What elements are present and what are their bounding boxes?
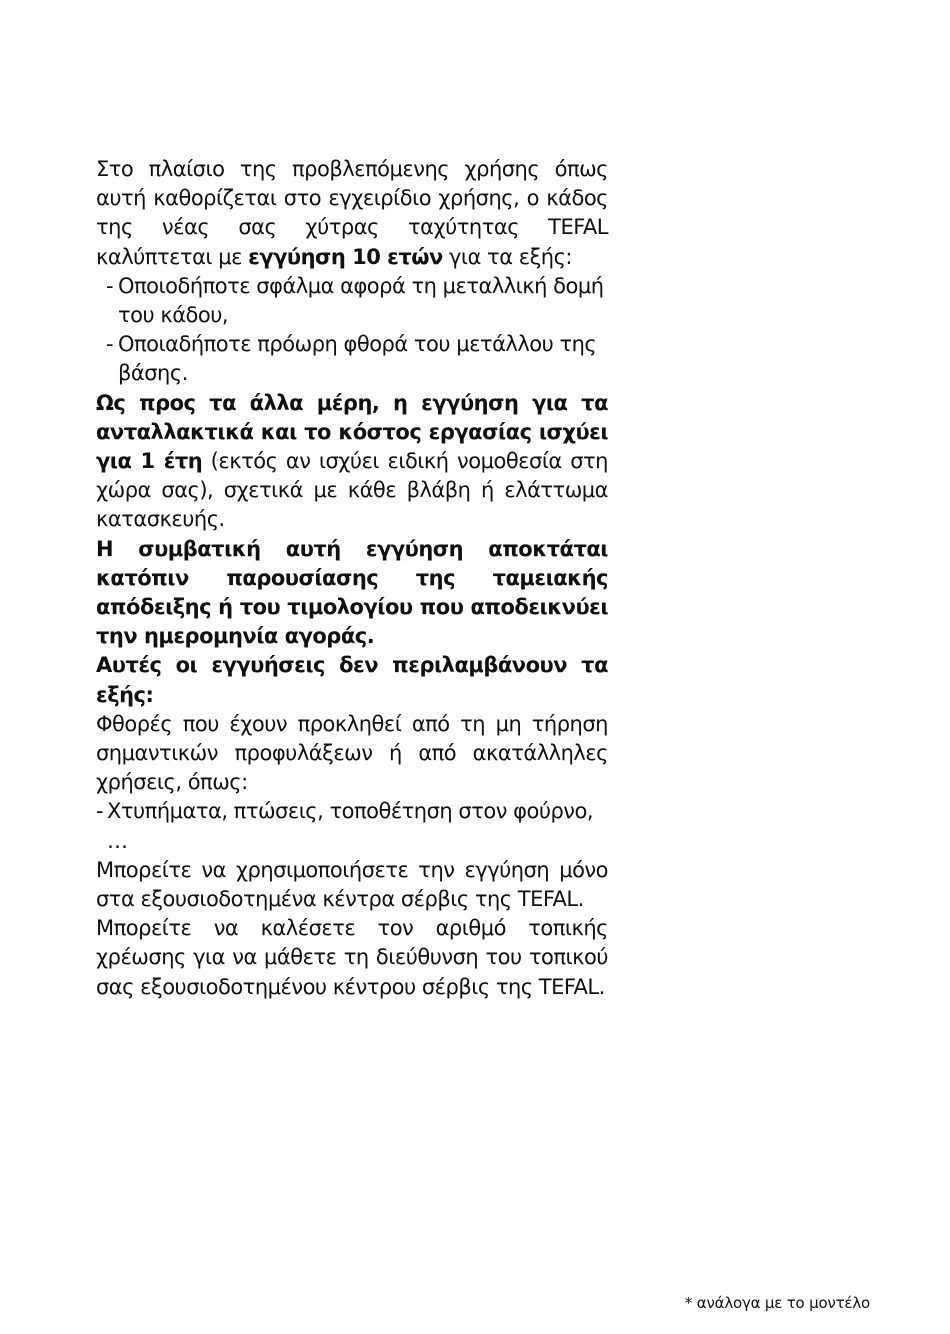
- list-dash: -: [106, 332, 114, 357]
- warranty-text: [96, 155, 608, 1002]
- coverage-list: [96, 272, 608, 389]
- other-parts-bold: Ως προς τα άλλα μέρη, η εγγύηση για τα ανταλλακτικά και το κόστος εργασίας ισχύει για 1 έτη: [96, 390, 608, 474]
- list-item-text: Οποιοδήποτε σφάλμα αφορά τη μεταλλική δομή του κάδου,: [118, 273, 604, 328]
- receipt-note: Η συμβατική αυτή εγγύηση αποκτάται κατόπιν παρουσίασης της ταμειακής απόδειξης ή του τιμολογίου που αποδεικνύει την ημερομηνία αγοράς.: [96, 536, 608, 649]
- exclusions-paragraph: Φθορές που έχουν προκληθεί από τη μη τήρηση σημαντικών προφυλάξεων ή από ακατάλληλες χρήσεις, όπως:: [96, 711, 608, 795]
- footnote: * ανάλογα με το μοντέλο: [684, 1294, 870, 1312]
- service-centers-paragraph: Μπορείτε να χρησιμοποιήσετε την εγγύηση μόνο στα εξουσιοδοτημένα κέντρα σέρβις της TEFAL.: [96, 857, 608, 912]
- list-item-text: Χτυπήματα, πτώσεις, τοποθέτηση στον φούρνο, …: [107, 799, 594, 853]
- list-item-text: Οποιαδήποτε πρόωρη φθορά του μετάλλου της βάσης.: [118, 332, 597, 386]
- list-item: [96, 797, 608, 855]
- exclusions-heading: Αυτές οι εγγυήσεις δεν περιλαμβάνουν τα εξής:: [96, 653, 608, 707]
- intro-paragraph: [96, 155, 608, 272]
- list-dash: -: [96, 799, 104, 824]
- list-item: [96, 272, 608, 330]
- other-parts-text: (εκτός αν ισχύει ειδική νομοθεσία στη χώρα σας), σχετικά με κάθε βλάβη ή ελάττωμα κατασκευής.: [96, 449, 608, 532]
- list-dash: -: [106, 273, 114, 298]
- exclusion-list: [96, 797, 608, 855]
- list-item: [96, 330, 608, 388]
- intro-text-end: για τα εξής:: [442, 244, 572, 269]
- intro-text: Στο πλαίσιο της προβλεπόμενης χρήσης όπως αυτή καθορίζεται στο εγχειρίδιο χρήσης, ο κάδος της νέας σας χύτρας ταχύτητας TEFAL καλύπτεται με: [96, 157, 608, 269]
- intro-warranty-bold: εγγύηση 10 ετών: [248, 244, 443, 269]
- call-info-paragraph: Μπορείτε να καλέσετε τον αριθμό τοπικής χρέωσης για να μάθετε τη διεύθυνση του τοπικού σας εξουσιοδοτημένου κέντρου σέρβις της TEFAL.: [96, 916, 608, 999]
- other-parts-paragraph: [96, 389, 608, 535]
